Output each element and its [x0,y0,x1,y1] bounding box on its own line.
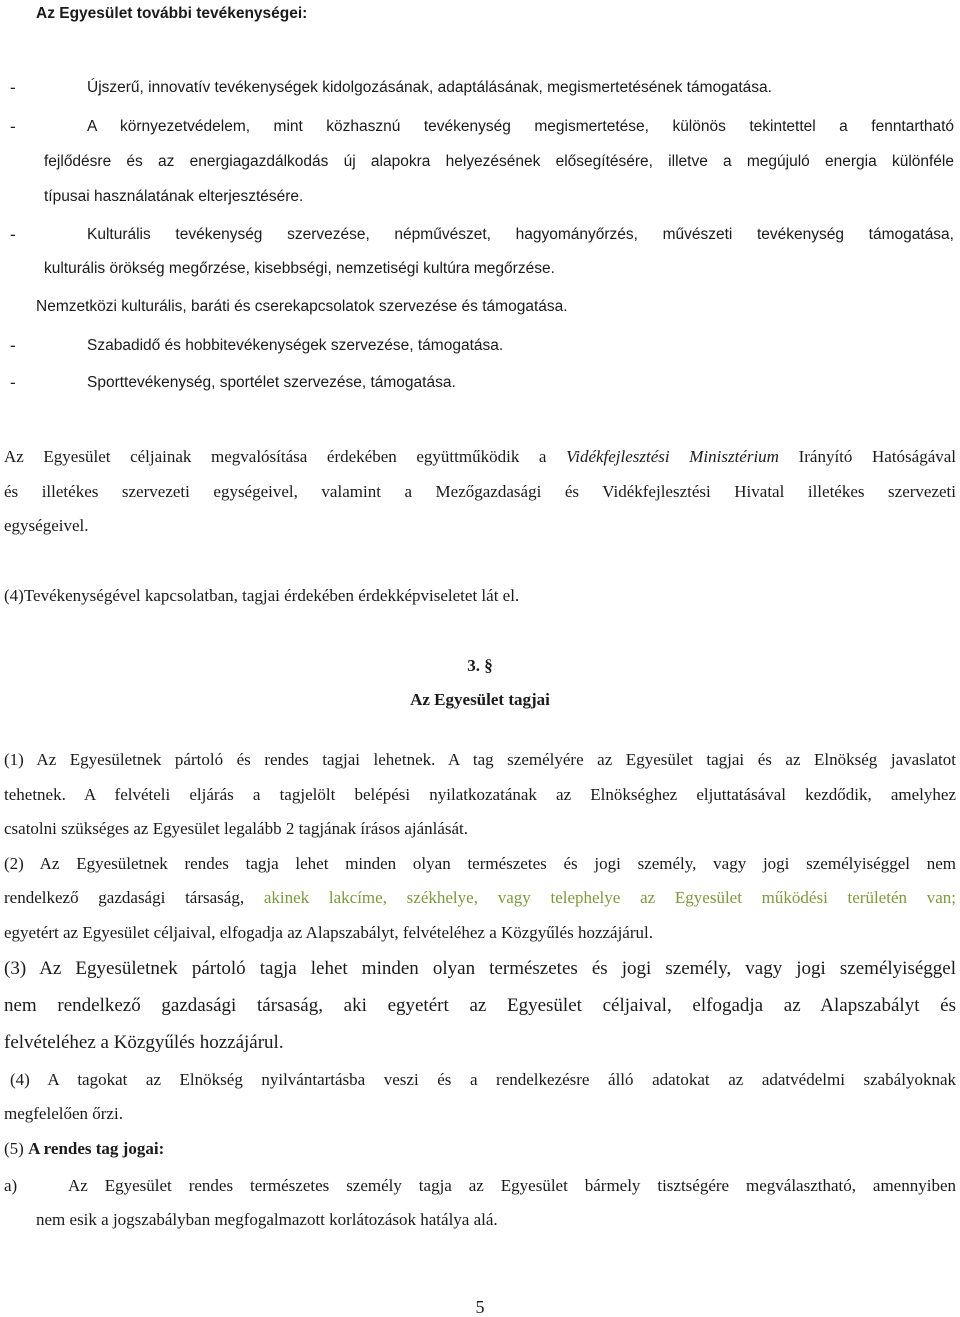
membership-p1-line1: (1) Az Egyesületnek pártoló és rendes tagjai lehetnek. A tag személyére az Egyesület tagjai és az Elnökség javaslatot [4,750,956,769]
cooperation-line1 [4,447,956,467]
cooperation-line3: egységeivel. [4,516,89,535]
list-item-environment-line2: fejlődésre és az energiagazdálkodás új alapokra helyezésének elősegítésére, illetve a megújuló energia különféle [44,153,954,170]
membership-p3-line2: nem rendelkező gazdasági társaság, aki egyetért az Egyesület céljaival, elfogadja az Alapszabályt és [4,995,956,1016]
list-dash: - [10,117,16,136]
list-dash: - [10,336,16,355]
membership-p2-line1: (2) Az Egyesületnek rendes tagja lehet minden olyan természetes és jogi személy, vagy jogi személyiséggel nem [4,854,956,873]
list-item-sport: Sporttevékenység, sportélet szervezése, támogatása. [87,374,456,391]
membership-p1-line2: tehetnek. A felvételi eljárás a tagjelölt belépési nyilatkozatának az Elnökséghez eljuttatásával kezdődik, amelyhez [4,785,956,804]
list-dash: - [10,78,16,97]
list-dash: - [10,373,16,392]
rights-heading-title: A rendes tag jogai: [28,1139,165,1158]
membership-p3-line1: (3) Az Egyesületnek pártoló tagja lehet minden olyan természetes és jogi személy, vagy jogi személyiséggel [4,958,956,979]
membership-p2-line2 [4,888,956,908]
rights-item-line1: Az Egyesület rendes természetes személy tagja az Egyesület bármely tisztségére megválasztható, amennyiben [68,1176,956,1195]
membership-p1-line3: csatolni szükséges az Egyesület legalább 2 tagjának írásos ajánlását. [4,819,469,838]
list-item-environment-line3: típusai használatának elterjesztésére. [44,188,304,205]
cooperation-text: Az Egyesület céljainak megvalósítása érdekében együttműködik a [4,447,547,466]
rights-item-label: a) [4,1176,18,1195]
membership-p3-line3: felvételéhez a Közgyűlés hozzájárul. [4,1032,284,1053]
rights-heading-number: (5) [4,1139,24,1158]
cooperation-text: Irányító Hatóságával [798,447,957,466]
membership-p4-line2: megfelelően őrzi. [4,1104,123,1123]
rights-heading [4,1139,164,1159]
list-item-hobby: Szabadidő és hobbitevékenységek szervezése, támogatása. [87,337,504,354]
list-item-culture-line3: Nemzetközi kulturális, baráti és cserekapcsolatok szervezése és támogatása. [36,298,568,315]
cooperation-line2: és illetékes szervezeti egységeivel, valamint a Mezőgazdasági és Vidékfejlesztési Hivatal illetékes szervezeti [4,482,956,501]
membership-p2-line3: egyetért az Egyesület céljaival, elfogadja az Alapszabályt, felvételéhez a Közgyűlés hozzájárul. [4,923,653,942]
list-dash: - [10,225,16,244]
list-item-culture-line2: kulturális örökség megőrzése, kisebbségi, nemzetiségi kultúra megőrzése. [44,260,555,277]
rights-item-line2: nem esik a jogszabályban megfogalmazott korlátozások hatálya alá. [36,1210,498,1229]
list-item-environment-line1: A környezetvédelem, mint közhasznú tevékenység megismertetése, különös tekintettel a fenntartható [87,118,954,135]
membership-p2-highlight: akinek lakcíme, székhelye, vagy telephelye az Egyesület működési területén van; [263,888,957,907]
section-title: Az Egyesület tagjai [410,690,550,709]
membership-p2-text: rendelkező gazdasági társaság, [4,888,245,907]
list-item-culture-line1: Kulturális tevékenység szervezése, népművészet, hagyományőrzés, művészeti tevékenység támogatása, [87,226,954,243]
page-number: 5 [475,1297,485,1317]
representation-paragraph: (4)Tevékenységével kapcsolatban, tagjai érdekében érdekképviseletet lát el. [4,586,520,605]
ministry-name: Vidékfejlesztési Minisztérium [566,447,779,466]
membership-p4-line1: (4) A tagokat az Elnökség nyilvántartásba veszi és a rendelkezésre álló adatokat az adatvédelmi szabályoknak [10,1070,956,1089]
activities-heading: Az Egyesület további tevékenységei: [36,5,308,22]
section-number: 3. § [467,656,493,675]
list-item-innovation: Újszerű, innovatív tevékenységek kidolgozásának, adaptálásának, megismertetésének támogatása. [87,79,772,96]
